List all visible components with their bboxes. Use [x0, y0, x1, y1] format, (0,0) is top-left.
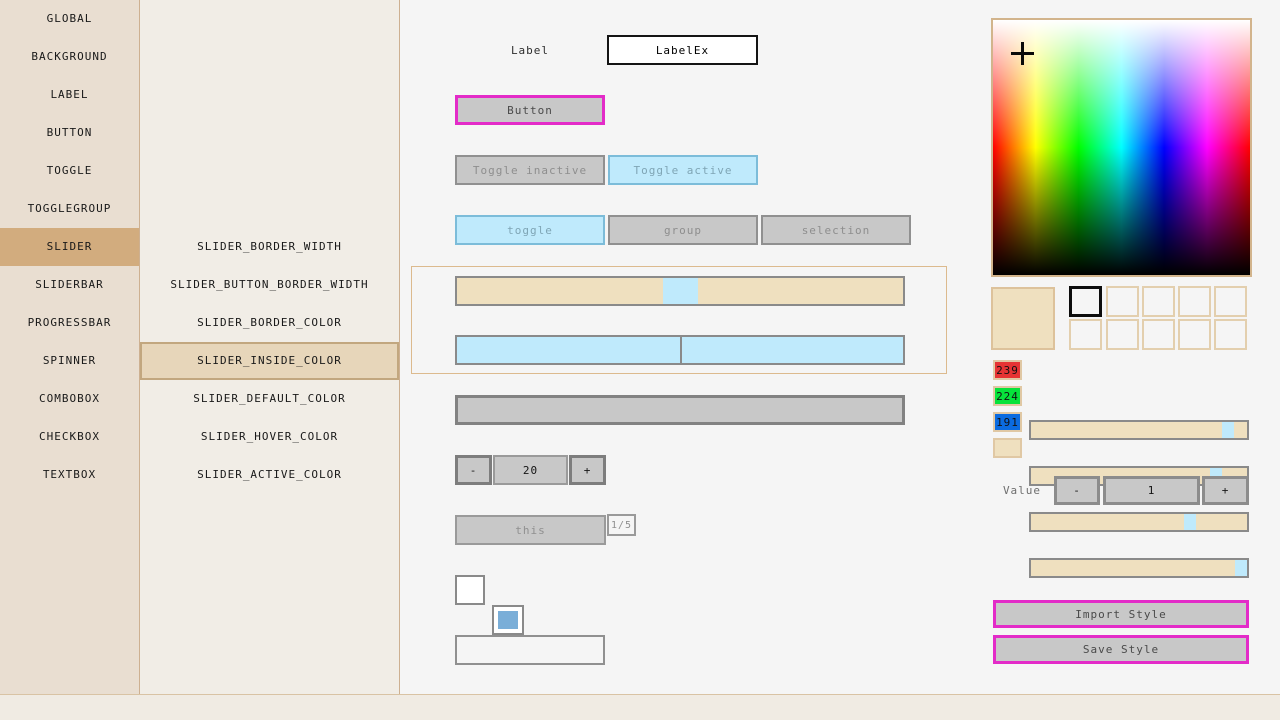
sidebar-item-background[interactable]: BACKGROUND — [31, 50, 108, 63]
value-plus-button[interactable]: + — [1202, 476, 1249, 505]
blue-slider-handle[interactable] — [1184, 514, 1196, 530]
property-list — [140, 0, 400, 694]
red-value-chip: 239 — [993, 360, 1022, 380]
sidebar-item-spinner[interactable]: SPINNER — [42, 354, 97, 367]
alpha-slider-handle[interactable] — [1235, 560, 1247, 576]
preview-spinner-plus-button[interactable]: + — [569, 455, 606, 485]
value-field[interactable]: 1 — [1103, 476, 1200, 505]
saved-swatch-6[interactable] — [1069, 319, 1102, 350]
slider-handle[interactable] — [663, 278, 698, 304]
sidebar-item-toggle[interactable]: TOGGLE — [46, 164, 93, 177]
sidebar-item-textbox[interactable]: TEXTBOX — [42, 468, 97, 481]
preview-spinner-minus-button[interactable]: - — [455, 455, 492, 485]
preview-label-caption: Label — [510, 43, 550, 57]
prop-slider-border-width[interactable]: SLIDER_BORDER_WIDTH — [197, 240, 342, 253]
preview-slider[interactable] — [455, 276, 905, 306]
preview-progressbar — [455, 395, 905, 425]
saved-swatch-8[interactable] — [1142, 319, 1175, 350]
preview-togglegroup-selection[interactable]: selection — [761, 215, 911, 245]
sidebar — [0, 0, 140, 694]
saved-swatch-1[interactable] — [1069, 286, 1102, 317]
prop-slider-button-border-width[interactable]: SLIDER_BUTTON_BORDER_WIDTH — [170, 278, 369, 291]
value-label: Value — [1002, 483, 1042, 497]
sidebar-item-checkbox[interactable]: CHECKBOX — [39, 430, 100, 443]
preview-togglegroup-toggle[interactable]: toggle — [455, 215, 605, 245]
sidebar-item-sliderbar[interactable]: SLIDERBAR — [35, 278, 104, 291]
save-style-button[interactable]: Save Style — [993, 635, 1249, 664]
prop-slider-inside-color[interactable]: SLIDER_INSIDE_COLOR — [140, 342, 399, 380]
sidebar-item-button[interactable]: BUTTON — [46, 126, 93, 139]
saved-swatch-10[interactable] — [1214, 319, 1247, 350]
saved-swatch-9[interactable] — [1178, 319, 1211, 350]
preview-sliderbar[interactable] — [455, 335, 905, 365]
prop-slider-hover-color[interactable]: SLIDER_HOVER_COLOR — [200, 430, 339, 443]
preview-button[interactable]: Button — [455, 95, 605, 125]
saved-swatch-4[interactable] — [1178, 286, 1211, 317]
prop-slider-border-color[interactable]: SLIDER_BORDER_COLOR — [197, 316, 342, 329]
alpha-value-chip — [993, 438, 1022, 458]
preview-toggle-inactive[interactable]: Toggle inactive — [455, 155, 605, 185]
preview-togglegroup-group[interactable]: group — [608, 215, 758, 245]
current-color-swatch — [991, 287, 1055, 350]
sidebar-item-progressbar[interactable]: PROGRESSBAR — [27, 316, 112, 329]
blue-channel-slider[interactable] — [1029, 512, 1249, 532]
preview-spinner-value[interactable]: 20 — [493, 455, 568, 485]
sidebar-item-slider[interactable]: SLIDER — [0, 228, 139, 266]
import-style-button[interactable]: Import Style — [993, 600, 1249, 628]
prop-slider-active-color[interactable]: SLIDER_ACTIVE_COLOR — [197, 468, 342, 481]
alpha-channel-slider[interactable] — [1029, 558, 1249, 578]
checkbox-checked-fill — [498, 611, 518, 629]
preview-checkbox-checked[interactable] — [492, 605, 524, 635]
preview-checkbox-unchecked[interactable] — [455, 575, 485, 605]
value-minus-button[interactable]: - — [1054, 476, 1100, 505]
green-value-chip: 224 — [993, 386, 1022, 406]
saved-swatch-2[interactable] — [1106, 286, 1139, 317]
saved-swatch-3[interactable] — [1142, 286, 1175, 317]
preview-toggle-active[interactable]: Toggle active — [608, 155, 758, 185]
color-picker-gradient[interactable] — [991, 18, 1252, 277]
picker-crosshair-icon — [1021, 42, 1024, 65]
blue-value-chip: 191 — [993, 412, 1022, 432]
sidebar-item-global[interactable]: GLOBAL — [46, 12, 93, 25]
saved-swatch-5[interactable] — [1214, 286, 1247, 317]
bottom-strip — [0, 694, 1280, 720]
preview-label-textbox[interactable]: LabelEx — [607, 35, 758, 65]
sidebar-item-togglegroup[interactable]: TOGGLEGROUP — [27, 202, 112, 215]
preview-combobox[interactable]: this — [455, 515, 606, 545]
combobox-page-indicator: 1/5 — [607, 514, 636, 536]
sidebar-item-label[interactable]: LABEL — [50, 88, 89, 101]
sidebar-item-combobox[interactable]: COMBOBOX — [39, 392, 100, 405]
red-slider-handle[interactable] — [1222, 422, 1234, 438]
sliderbar-divider — [680, 337, 682, 363]
prop-slider-default-color[interactable]: SLIDER_DEFAULT_COLOR — [193, 392, 346, 405]
preview-text-input[interactable] — [455, 635, 605, 665]
saved-swatch-7[interactable] — [1106, 319, 1139, 350]
red-channel-slider[interactable] — [1029, 420, 1249, 440]
